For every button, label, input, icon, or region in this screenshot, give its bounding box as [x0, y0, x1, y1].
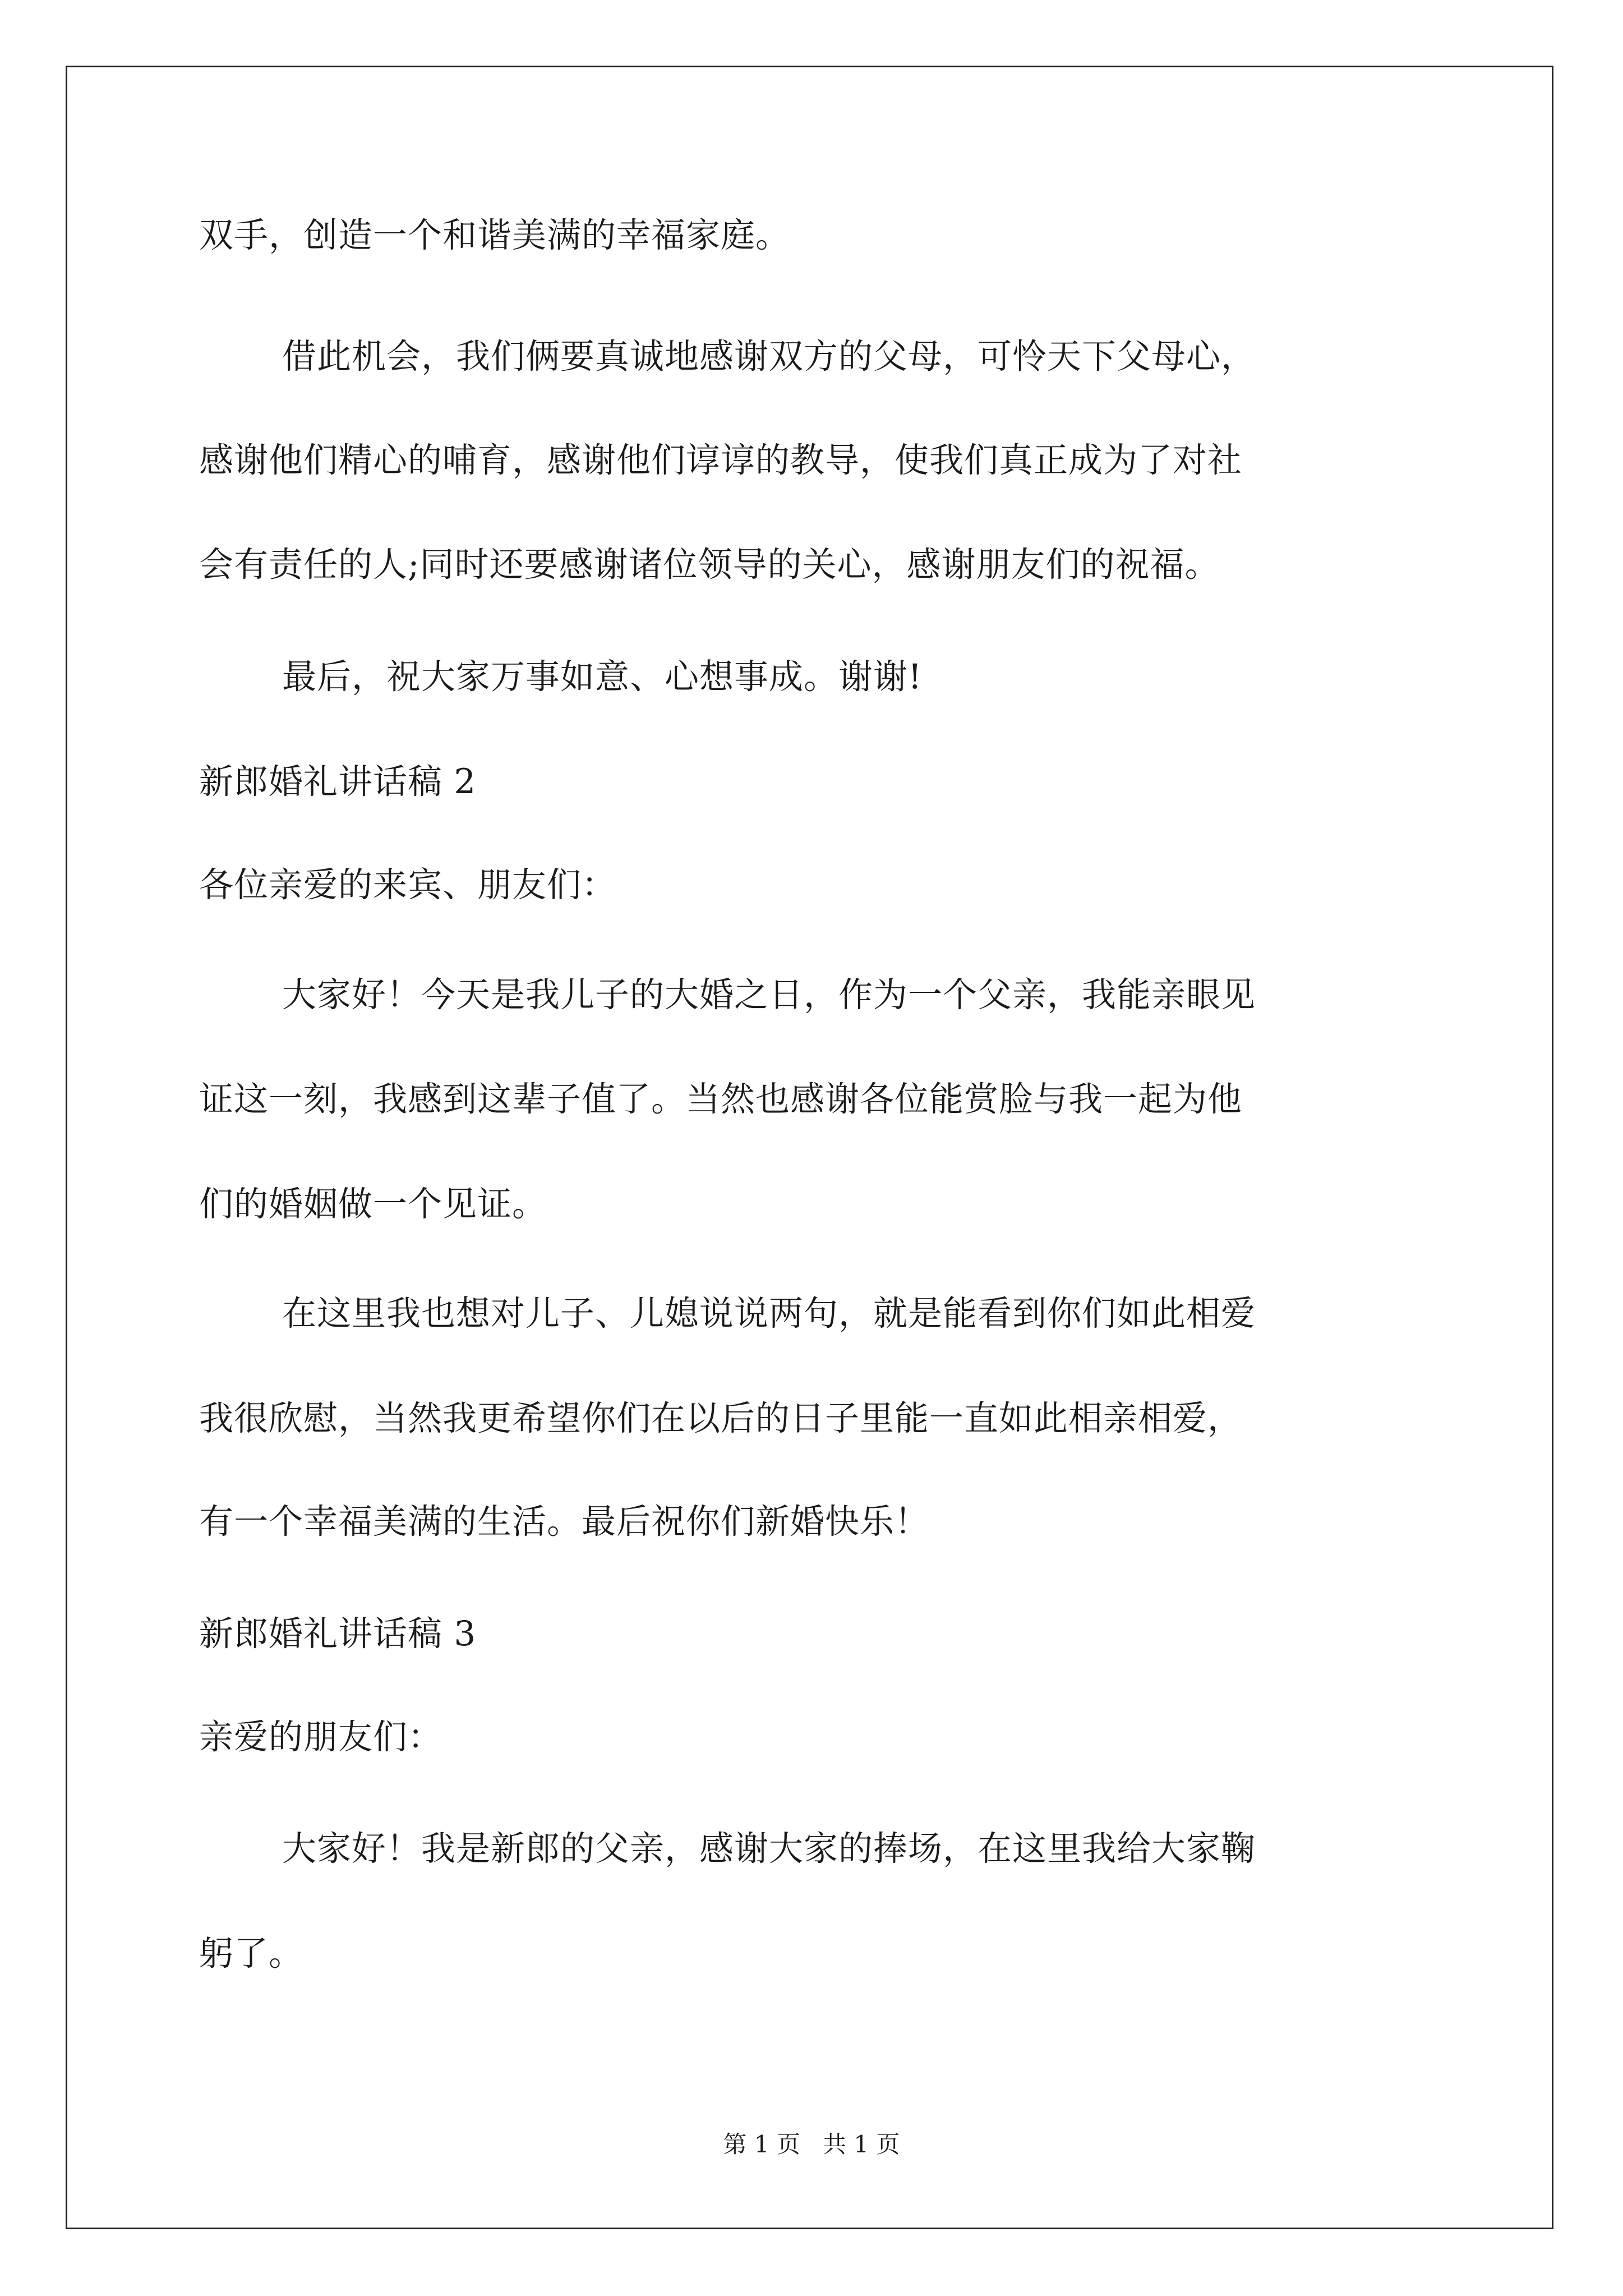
paragraph-line: 我很欣慰，当然我更希望你们在以后的日子里能一直如此相亲相爱，: [199, 1398, 1243, 1438]
paragraph-line: 会有责任的人;同时还要感谢诸位领导的关心，感谢朋友们的祝福。: [199, 545, 1220, 585]
salutation: 亲爱的朋友们：: [199, 1717, 443, 1757]
paragraph-line: 大家好！今天是我儿子的大婚之日，作为一个父亲，我能亲眼见: [282, 975, 1256, 1015]
paragraph-line: 大家好！我是新郎的父亲，感谢大家的捧场，在这里我给大家鞠: [282, 1829, 1256, 1869]
paragraph-line: 在这里我也想对儿子、儿媳说说两句，就是能看到你们如此相爱: [282, 1294, 1256, 1333]
salutation: 各位亲爱的来宾、朋友们：: [199, 865, 617, 905]
paragraph-line: 们的婚姻做一个见证。: [199, 1184, 547, 1224]
paragraph-line: 躬了。: [199, 1934, 304, 1973]
paragraph-line: 感谢他们精心的哺育，感谢他们谆谆的教导，使我们真正成为了对社: [199, 440, 1243, 480]
section-title: 新郎婚礼讲话稿 3: [199, 1614, 477, 1654]
paragraph-line: 双手，创造一个和谐美满的幸福家庭。: [199, 215, 791, 255]
page-number-footer: 第 1 页 共 1 页: [723, 2131, 900, 2158]
paragraph-line: 有一个幸福美满的生活。最后祝你们新婚快乐！: [199, 1502, 930, 1542]
page-border: [66, 66, 1553, 2229]
paragraph-line: 最后，祝大家万事如意、心想事成。谢谢!: [282, 657, 923, 697]
section-title: 新郎婚礼讲话稿 2: [199, 762, 477, 802]
paragraph-line: 借此机会，我们俩要真诚地感谢双方的父母，可怜天下父母心，: [282, 337, 1256, 376]
paragraph-line: 证这一刻，我感到这辈子值了。当然也感谢各位能赏脸与我一起为他: [199, 1079, 1243, 1119]
